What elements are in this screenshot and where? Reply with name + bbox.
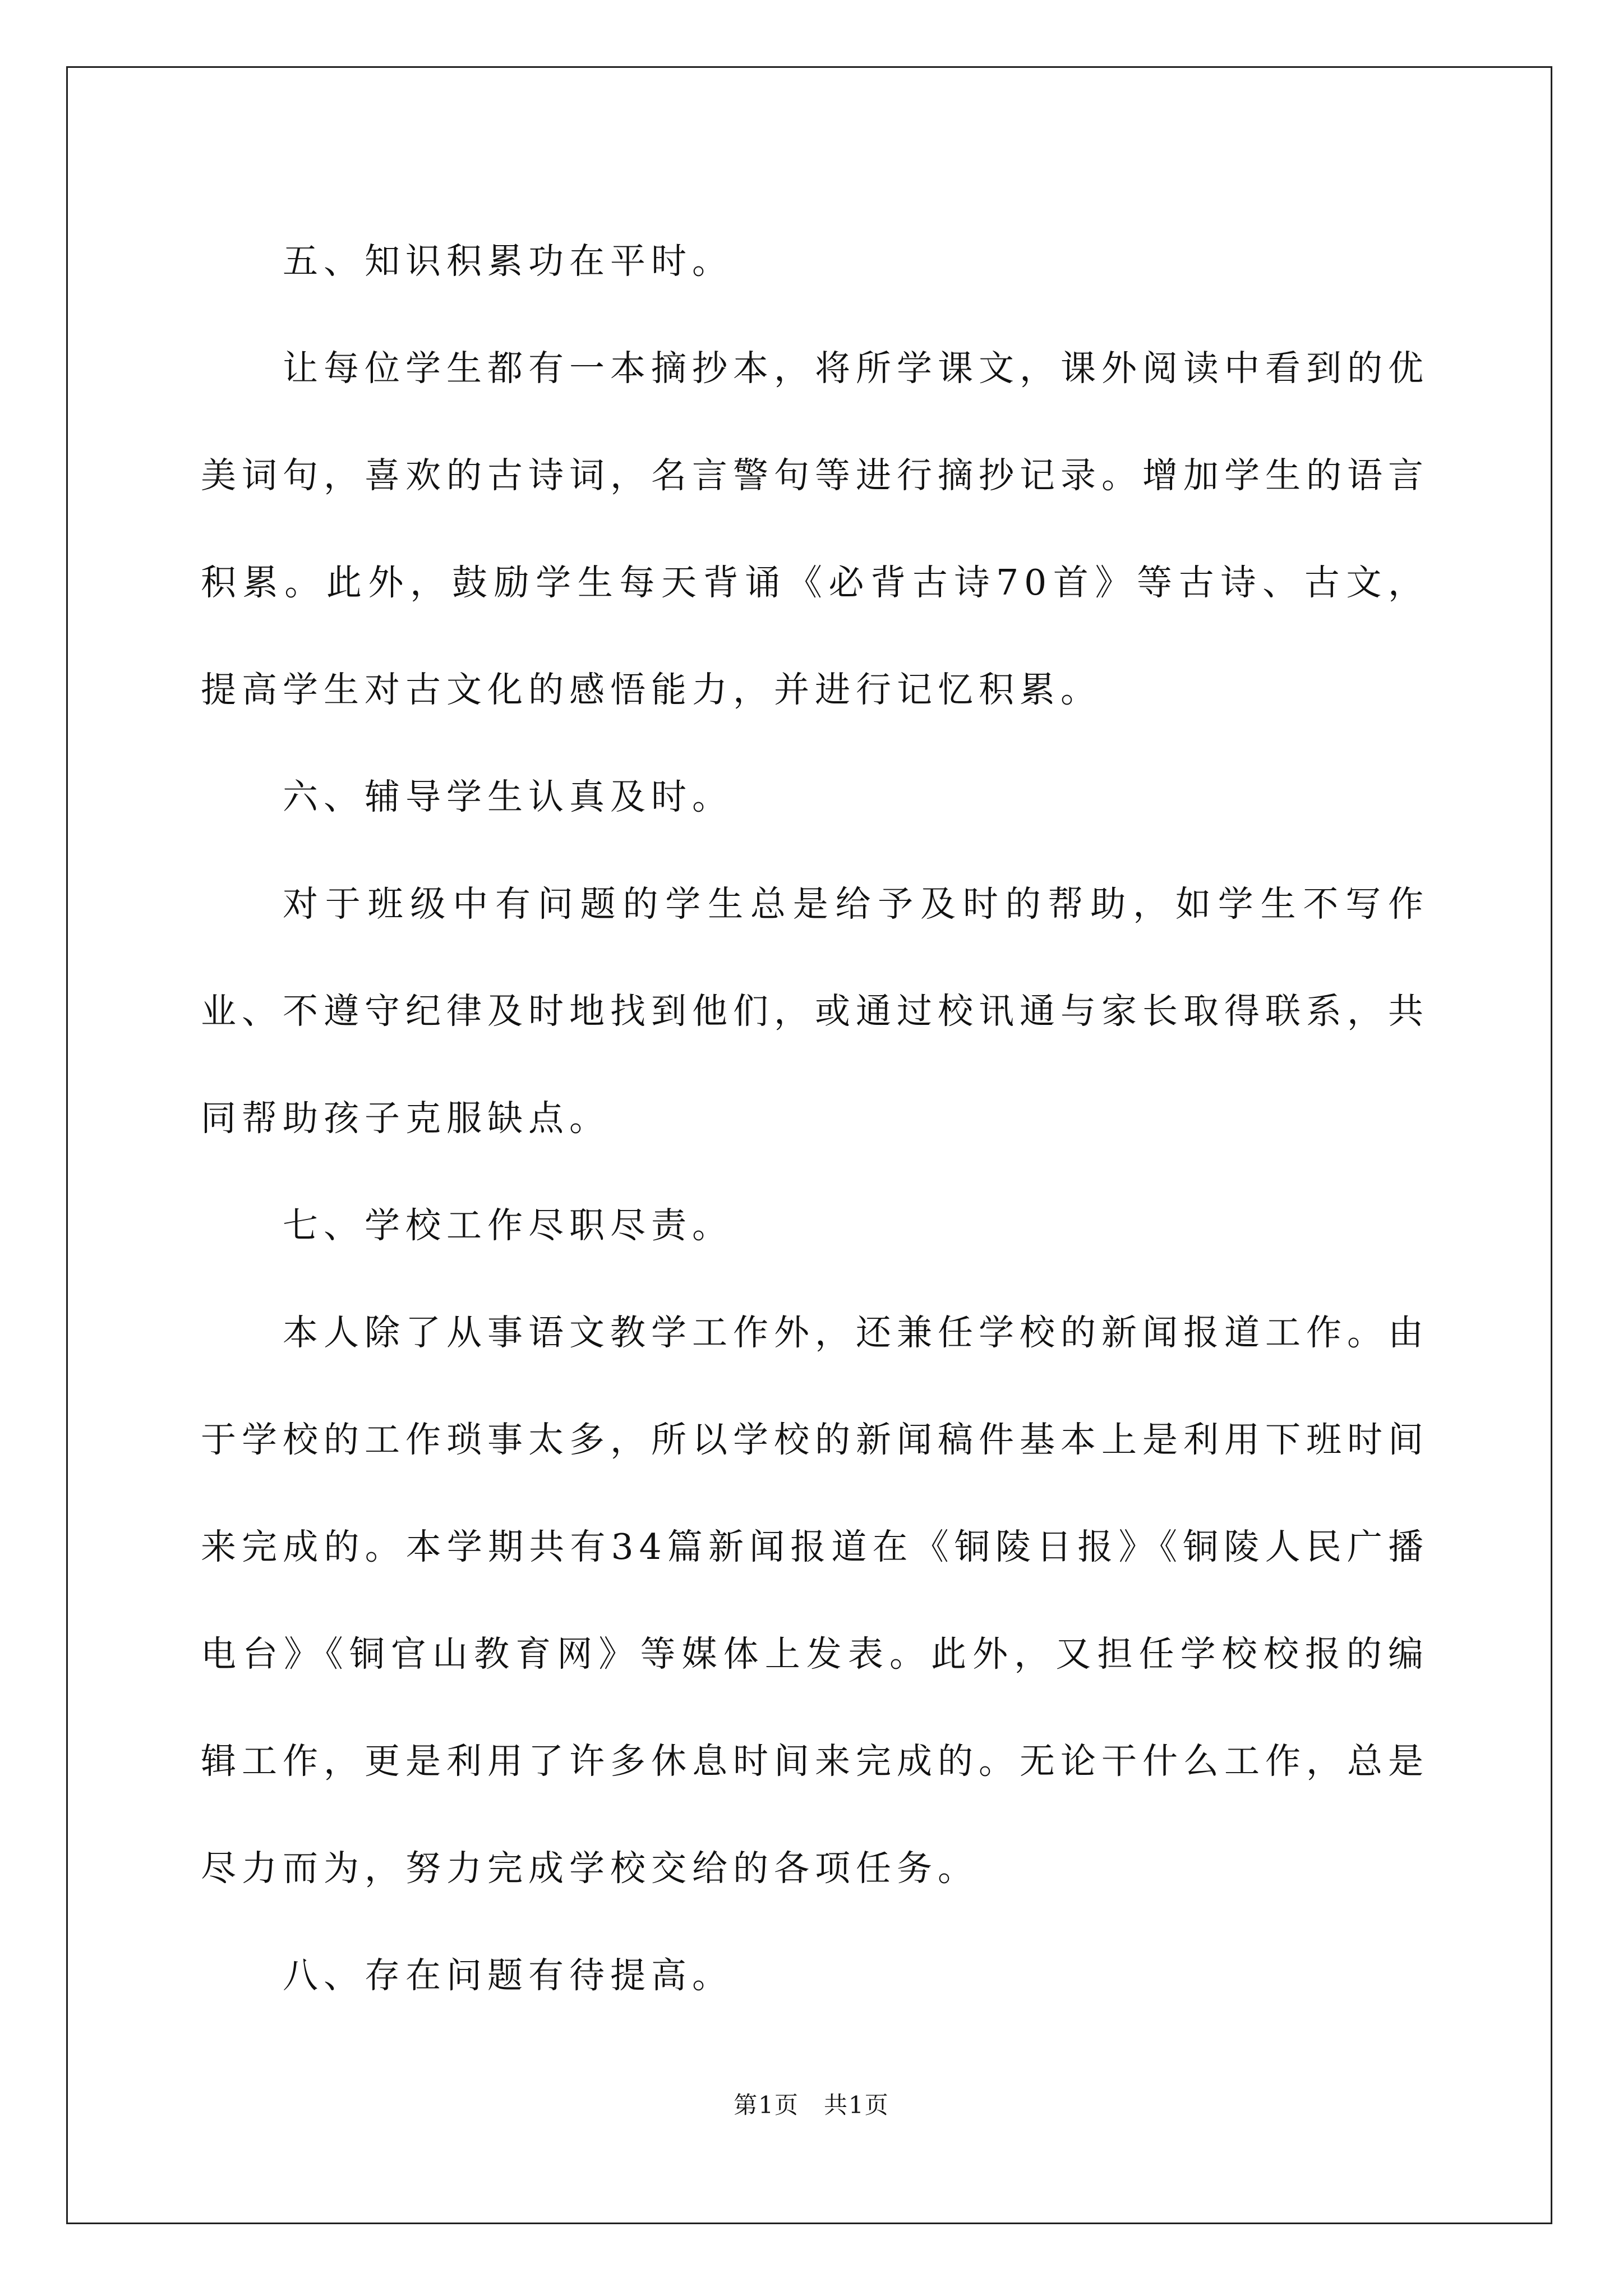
section-heading-7: 七、学校工作尽职尽责。 [283, 1205, 733, 1246]
paragraph-accumulation: 让每位学生都有一本摘抄本，将所学课文，课外阅读中看到的优美词句，喜欢的古诗词，名言警句等进行摘抄记录。增加学生的语言积累。此外，鼓励学生每天背诵《必背古诗70首》等古诗、古文，提高学生对古文化的感悟能力，并进行记忆积累。 [201, 348, 1429, 710]
paragraph-school-work: 本人除了从事语文教学工作外，还兼任学校的新闻报道工作。由于学校的工作琐事太多，所以学校的新闻稿件基本上是利用下班时间来完成的。本学期共有34篇新闻报道在《铜陵日报》《铜陵人民广播电台》《铜官山教育网》等媒体上发表。此外，又担任学校校报的编辑工作，更是利用了许多休息时间来完成的。无论干什么工作，总是尽力而为，努力完成学校交给的各项任务。 [201, 1312, 1429, 1889]
page-footer [0, 2087, 1623, 2120]
page-number-total: 共1页 [824, 2091, 889, 2119]
section-heading-6: 六、辅导学生认真及时。 [283, 776, 733, 817]
document-body [201, 208, 1429, 2029]
section-heading-8: 八、存在问题有待提高。 [283, 1955, 733, 1996]
page-number-current: 第1页 [734, 2091, 799, 2119]
paragraph-tutoring: 对于班级中有问题的学生总是给予及时的帮助，如学生不写作业、不遵守纪律及时地找到他们，或通过校讯通与家长取得联系，共同帮助孩子克服缺点。 [201, 884, 1429, 1139]
section-heading-5: 五、知识积累功在平时。 [283, 241, 733, 282]
